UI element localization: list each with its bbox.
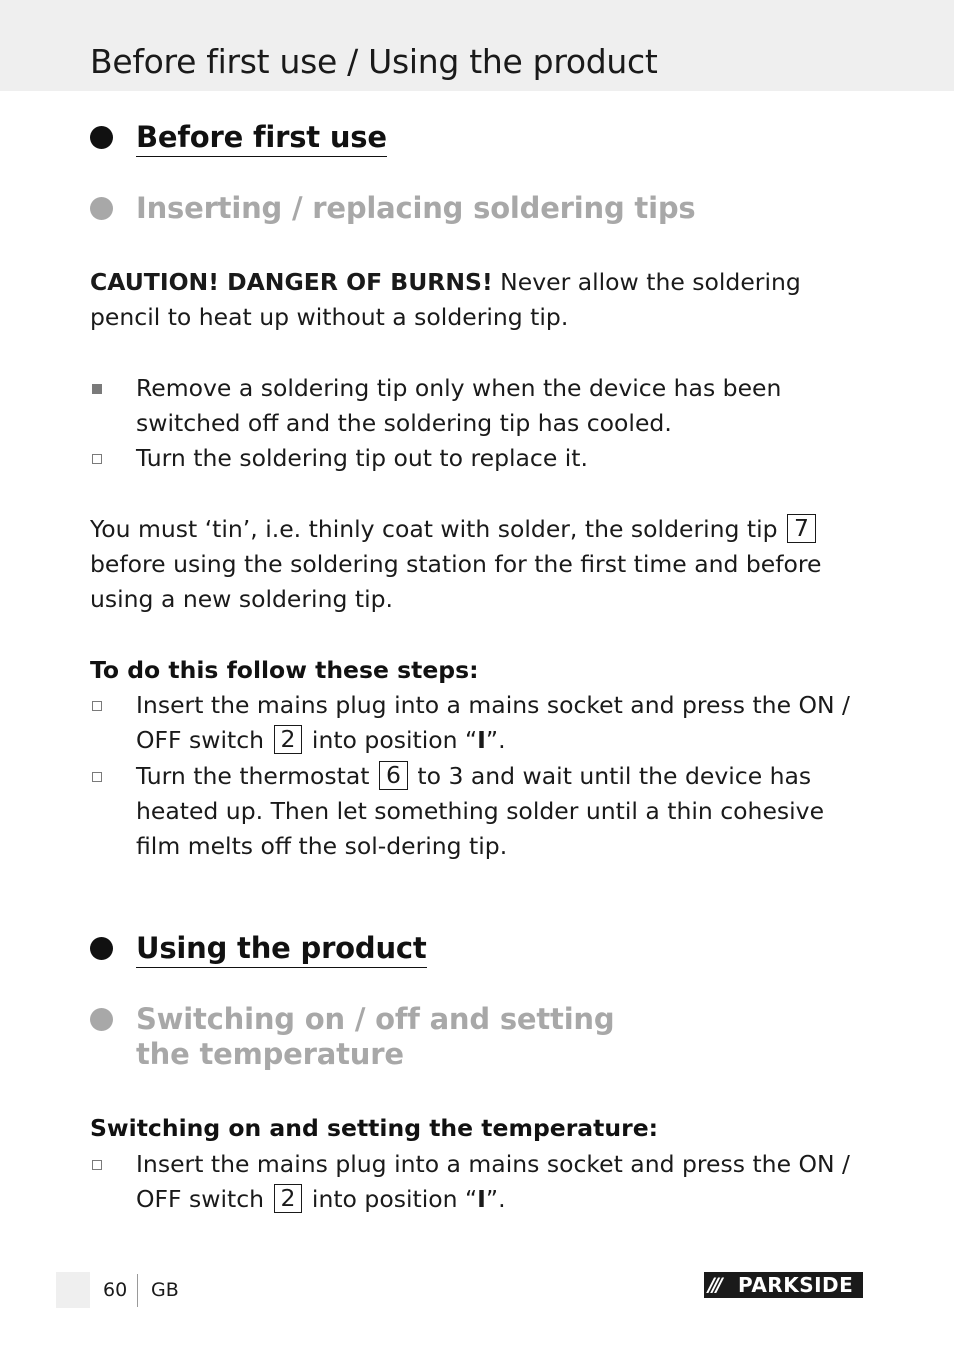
list-item: [90, 1147, 865, 1217]
parkside-logo: [704, 1272, 863, 1298]
part-ref-2: 2: [274, 725, 303, 754]
subsection-title: Inserting / replacing soldering tips: [136, 191, 696, 225]
empty-square-icon: [92, 1160, 102, 1170]
list-item-text: [136, 1147, 865, 1217]
subsection-bullet-icon: [90, 1008, 113, 1031]
part-ref-2: 2: [274, 1184, 303, 1213]
subsection-title-line1: Switching on / off and setting: [136, 1002, 615, 1036]
step-text: Insert the mains plug into a mains socket and press the ON / OFF switch: [136, 691, 850, 754]
caution-text: Never allow the soldering pencil to heat up without a soldering tip.: [90, 268, 801, 331]
tin-paragraph: [90, 512, 865, 617]
step-text: ”.: [485, 1185, 506, 1213]
list-item: [90, 688, 865, 758]
footer-divider: [137, 1274, 138, 1307]
list-item-text: Remove a soldering tip only when the device has been switched off and the soldering tip has cooled.: [136, 374, 782, 437]
step-text: into position “: [304, 726, 478, 754]
part-ref-7: 7: [787, 514, 816, 543]
list-item-text: Turn the soldering tip out to replace it.: [136, 444, 588, 472]
position-label: I: [477, 726, 486, 754]
page-number: 60: [103, 1279, 128, 1301]
filled-square-icon: [92, 384, 102, 394]
step-text: into position “: [304, 1185, 478, 1213]
tin-text-a: You must ‘tin’, i.e. thinly coat with solder, the soldering tip: [90, 515, 786, 543]
caution-paragraph: [90, 265, 865, 335]
section-bullet-icon: [90, 937, 113, 960]
subsection-title-line2: the temperature: [136, 1037, 404, 1071]
step-text: Insert the mains plug into a mains socket and press the ON / OFF switch: [136, 1150, 850, 1213]
switching-heading: Switching on and setting the temperature:: [90, 1114, 659, 1142]
empty-square-icon: [92, 454, 102, 464]
step-text: Turn the thermostat: [136, 762, 377, 790]
section-title: Using the product: [136, 931, 427, 968]
step-text: to 3 and wait until the device has heated up. Then let something solder until a thin cohesive film melts off the sol-dering tip.: [136, 762, 825, 860]
position-label: I: [477, 1185, 486, 1213]
subsection-bullet-icon: [90, 197, 113, 220]
logo-text: PARKSIDE: [738, 1273, 854, 1297]
logo-stripes-icon: ///: [708, 1274, 720, 1296]
footer-box: [56, 1272, 90, 1308]
section-title: Before first use: [136, 120, 387, 157]
step-text: ”.: [485, 726, 506, 754]
empty-square-icon: [92, 772, 102, 782]
part-ref-6: 6: [379, 761, 408, 790]
caution-label: CAUTION! DANGER OF BURNS!: [90, 268, 493, 296]
section-bullet-icon: [90, 126, 113, 149]
steps-heading: To do this follow these steps:: [90, 656, 479, 684]
page-header: Before first use / Using the product: [90, 42, 658, 81]
empty-square-icon: [92, 701, 102, 711]
list-item: [90, 759, 865, 864]
list-item-text: [136, 688, 865, 758]
list-item: [90, 441, 865, 476]
list-item: [90, 371, 865, 441]
language-code: GB: [151, 1279, 179, 1301]
list-item-text: [136, 759, 865, 864]
tin-text-b: before using the soldering station for the first time and before using a new soldering tip.: [90, 550, 822, 613]
